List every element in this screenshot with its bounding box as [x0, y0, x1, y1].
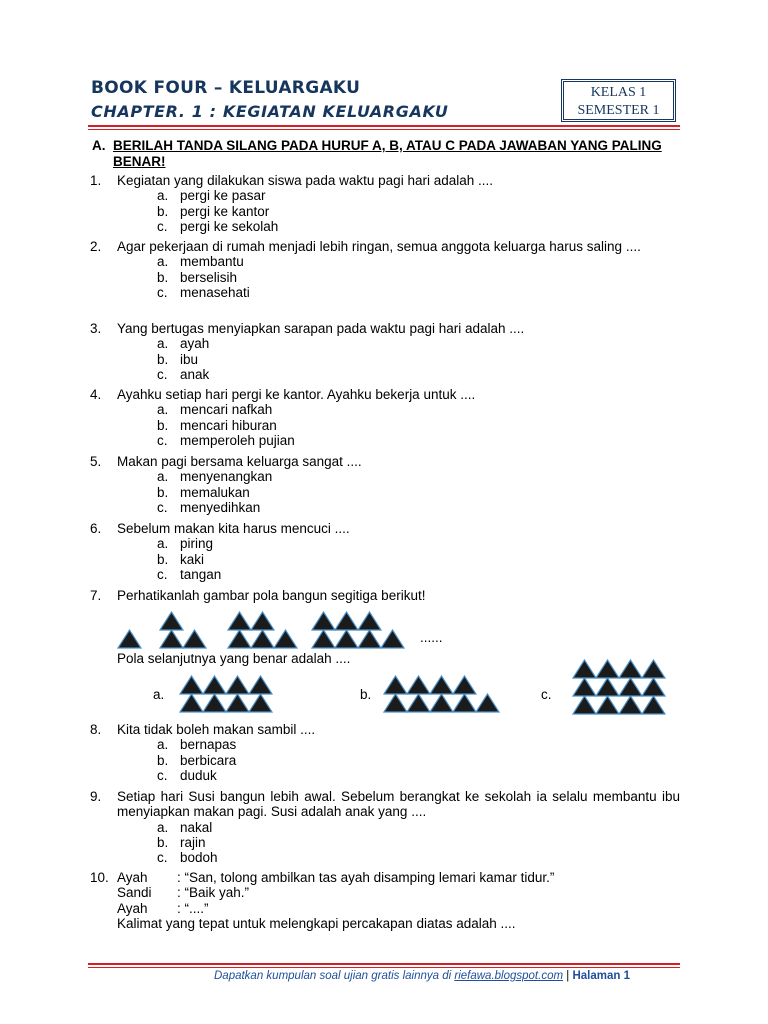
question-stem: Kalimat yang tepat untuk melengkapi percakapan diatas adalah .... — [117, 915, 516, 931]
question-number: 9. — [90, 789, 102, 804]
footer-link[interactable]: riefawa.blogspot.com — [454, 970, 564, 982]
option-c: c. duduk — [157, 767, 217, 783]
option-c: c. anak — [157, 366, 210, 382]
section-label: A. — [92, 138, 106, 153]
triangle — [251, 612, 274, 630]
choice-c-label: c. — [541, 687, 552, 702]
semester-label: SEMESTER 1 — [577, 103, 660, 118]
triangle — [619, 696, 642, 714]
dialog-line: Ayah : “San, tolong ambilkan tas ayah disamping lemari kamar tidur.” — [117, 870, 555, 885]
triangle — [453, 694, 476, 712]
question-number: 3. — [90, 321, 102, 336]
triangle — [476, 694, 499, 712]
question-stem: Agar pekerjaan di rumah menjadi lebih ringan, semua anggota keluarga harus saling .... — [117, 239, 641, 254]
question-9 — [90, 789, 680, 865]
triangle — [596, 678, 619, 696]
question-number: 1. — [90, 173, 102, 188]
class-box — [561, 79, 676, 122]
chapter-title: CHAPTER. 1 : KEGIATAN KELUARGAKU — [91, 102, 449, 121]
triangle — [596, 696, 619, 714]
triangle — [180, 694, 203, 712]
triangle — [573, 678, 596, 696]
option-c: c. menyedihkan — [157, 499, 261, 515]
question-number: 6. — [90, 521, 102, 536]
footer-rule — [88, 963, 680, 965]
question-number: 10. — [90, 870, 109, 885]
dialog-line: Sandi : “Baik yah.” — [117, 885, 250, 901]
triangle — [430, 694, 453, 712]
class-label: KELAS 1 — [590, 85, 647, 100]
option-b: b. kaki — [157, 551, 205, 567]
question-stem: Perhatikanlah gambar pola bangun segitiga berikut! — [117, 588, 426, 603]
triangle — [596, 660, 619, 678]
question-1 — [90, 173, 680, 234]
triangle — [358, 612, 381, 630]
dialog-line: Ayah : “....” — [117, 900, 209, 916]
question-2 — [90, 239, 680, 300]
triangle — [642, 678, 665, 696]
choice-c-triangles — [569, 656, 674, 716]
option-a: a. piring — [157, 536, 214, 552]
option-c: c. bodoh — [157, 850, 218, 866]
triangle — [642, 660, 665, 678]
triangle — [226, 676, 249, 694]
question-number: 4. — [90, 387, 102, 402]
triangle — [312, 612, 335, 630]
question-number: 5. — [90, 454, 102, 469]
question-6 — [90, 521, 680, 582]
choice-b-label: b. — [360, 687, 372, 702]
question-number: 2. — [90, 239, 102, 254]
triangle — [274, 630, 297, 648]
triangle — [619, 678, 642, 696]
triangle — [160, 630, 183, 648]
triangle — [251, 630, 274, 648]
option-b: b. memalukan — [157, 484, 250, 500]
triangle — [642, 696, 665, 714]
option-c: c. memperoleh pujian — [157, 432, 295, 448]
choice-b-triangles — [380, 674, 505, 714]
triangle — [407, 676, 430, 694]
option-b: b. ibu — [157, 351, 199, 367]
triangle — [118, 630, 141, 648]
triangle — [384, 694, 407, 712]
triangle — [228, 630, 251, 648]
question-3 — [90, 321, 680, 382]
footer-rule-thin — [88, 967, 680, 968]
choice-a-triangles — [176, 674, 281, 714]
triangle — [619, 660, 642, 678]
triangle — [180, 676, 203, 694]
triangle — [249, 694, 272, 712]
triangle — [573, 696, 596, 714]
triangle — [335, 630, 358, 648]
question-10 — [90, 870, 680, 931]
triangle — [228, 612, 251, 630]
pattern-dots: ...... — [420, 630, 443, 645]
book-title: BOOK FOUR – KELUARGAKU — [91, 78, 361, 98]
header-rule-thin — [88, 129, 680, 130]
option-a: a. pergi ke pasar — [157, 188, 266, 204]
section-text: BERILAH TANDA SILANG PADA HURUF A, B, ATAU C PADA JAWABAN YANG PALING BENAR! — [113, 138, 662, 169]
page-number: Halaman 1 — [572, 970, 630, 982]
question-stem: Kegiatan yang dilakukan siswa pada waktu pagi hari adalah .... — [117, 173, 493, 188]
triangle — [335, 612, 358, 630]
footer-text: Dapatkan kumpulan soal ujian gratis lainnya di — [214, 970, 452, 982]
question-4 — [90, 387, 680, 448]
question-followup: Pola selanjutnya yang benar adalah .... — [117, 651, 351, 666]
question-stem: Sebelum makan kita harus mencuci .... — [117, 521, 350, 536]
triangle — [312, 630, 335, 648]
option-a: a. membantu — [157, 254, 244, 270]
option-a: a. mencari nafkah — [157, 402, 273, 418]
option-a: a. menyenangkan — [157, 469, 273, 485]
triangle — [573, 660, 596, 678]
option-b: b. berbicara — [157, 752, 237, 768]
option-b: b. berselisih — [157, 269, 238, 285]
option-b: b. pergi ke kantor — [157, 203, 270, 219]
triangle — [358, 630, 381, 648]
triangle — [226, 694, 249, 712]
question-number: 7. — [90, 588, 102, 603]
question-5 — [90, 454, 680, 515]
option-a: a. ayah — [157, 336, 210, 352]
question-stem: Ayahku setiap hari pergi ke kantor. Ayahku bekerja untuk .... — [117, 387, 476, 402]
option-a: a. bernapas — [157, 737, 237, 753]
triangle — [183, 630, 206, 648]
option-b: b. rajin — [157, 834, 206, 850]
question-stem: Makan pagi bersama keluarga sangat .... — [117, 454, 362, 469]
question-stem: Setiap hari Susi bangun lebih awal. Sebelum berangkat ke sekolah ia selalu membantu ibu menyiapkan makan pagi. Susi adalah anak yang .... — [117, 789, 680, 820]
triangle — [384, 676, 407, 694]
question-7 — [90, 588, 680, 603]
footer — [214, 970, 630, 982]
triangle — [160, 612, 183, 630]
option-b: b. mencari hiburan — [157, 417, 277, 433]
option-c: c. tangan — [157, 566, 222, 582]
question-stem: Yang bertugas menyiapkan sarapan pada waktu pagi hari adalah .... — [117, 321, 525, 336]
triangle — [249, 676, 272, 694]
question-stem: Kita tidak boleh makan sambil .... — [117, 722, 316, 737]
triangle — [203, 676, 226, 694]
footer-separator: | — [566, 970, 570, 982]
choice-a-label: a. — [153, 687, 165, 702]
option-a: a. nakal — [157, 819, 213, 835]
option-c: c. menasehati — [157, 284, 250, 300]
triangle — [407, 694, 430, 712]
option-c: c. pergi ke sekolah — [157, 218, 279, 234]
triangle — [381, 630, 404, 648]
question-number: 8. — [90, 722, 102, 737]
triangle-pattern — [110, 608, 430, 650]
header-rule — [88, 125, 680, 127]
triangle — [203, 694, 226, 712]
triangle — [453, 676, 476, 694]
triangle — [430, 676, 453, 694]
question-8 — [90, 722, 680, 783]
